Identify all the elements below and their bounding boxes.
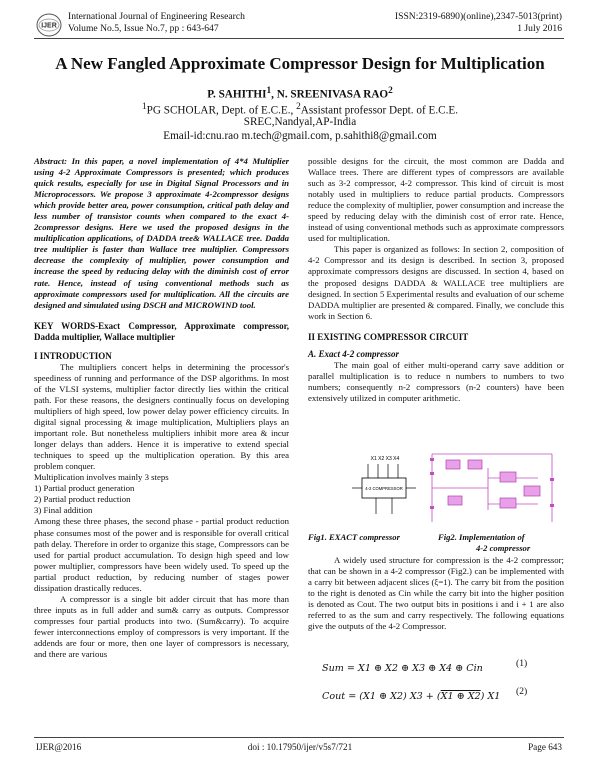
step-1: 1) Partial product generation bbox=[34, 483, 135, 494]
figure-1-compressor bbox=[350, 452, 420, 524]
author-2-sup: 2 bbox=[388, 86, 393, 96]
author-1: P. SAHITHI bbox=[207, 88, 267, 101]
fig2-caption-line-1: Fig2. Implementation of bbox=[438, 532, 525, 542]
intro-paragraph-3: A compressor is a single bit adder circuit that has more than three inputs as in full adder and sum& carry as outputs. Compressor compresses four partial products into two. (Sum&carry). To acquire fewer interconnections employ of compressors is very important. If the addends are four or more, then one layer of compressors is necessary, and there are various bbox=[34, 593, 289, 660]
abstract bbox=[34, 156, 289, 311]
right-column bbox=[308, 156, 564, 404]
authors bbox=[40, 86, 560, 101]
journal-name: International Journal of Engineering Research bbox=[68, 11, 245, 22]
equation-2-number: (2) bbox=[516, 686, 528, 697]
equation-1-expr: Sum = X1 ⊕ X2 ⊕ X3 ⊕ X4 ⊕ Cin bbox=[322, 663, 483, 674]
equation-2-expr-b: X1 ⊕ X2 bbox=[440, 691, 481, 702]
affiliation-text-2: Assistant professor Dept. of E.C.E. bbox=[300, 104, 459, 117]
publication-date: 1 July 2016 bbox=[517, 22, 562, 34]
footer-doi: doi : 10.17950/ijer/v5s7/721 bbox=[247, 742, 353, 752]
journal-header bbox=[68, 11, 245, 34]
fig2-caption-line-2: 4-2 compressor bbox=[476, 543, 531, 553]
header-divider bbox=[34, 38, 564, 39]
paper-title: A New Fangled Approximate Compressor Design for Multiplication bbox=[55, 54, 545, 73]
affiliation-text-1: PG SCHOLAR, Dept. of E.C.E., bbox=[146, 104, 297, 117]
footer-divider bbox=[34, 737, 564, 738]
steps-label: Multiplication involves mainly 3 steps bbox=[34, 472, 169, 483]
subsection-a-heading: A. Exact 4-2 compressor bbox=[308, 348, 399, 359]
fig1-box-label: 4-2 COMPRESSOR bbox=[365, 486, 403, 491]
abstract-label: Abstract: bbox=[34, 156, 68, 166]
journal-logo bbox=[36, 12, 62, 38]
email-line: Email-id:cnu.rao m.tech@gmail.com, p.sahithi8@gmail.com bbox=[163, 130, 437, 142]
affiliation-line-2: SREC,Nandyal,AP-India bbox=[243, 116, 357, 128]
author-2: N. SREENIVASA RAO bbox=[276, 88, 389, 101]
author-separator: , bbox=[271, 88, 277, 101]
right-paragraph-1: possible designs for the circuit, the most common are Dadda and Wallace trees. There are different types of compressors are available such as 3-2 compressor, 4-2 compressor. This kind of circuit is most notably used in multipliers to reduce partial products. Compressors reduce the complexity of multiplier, power consumption and increase the speed by reducing delay with the diminish cost of error rate. Hence, instead of using conventional methods such as approximate compressors used for multiplication. bbox=[308, 156, 564, 244]
issn-header bbox=[390, 11, 562, 34]
fig1-inputs-label: X1 X2 X3 X4 bbox=[370, 456, 400, 462]
left-column bbox=[34, 156, 289, 660]
right-paragraph-2: This paper is organized as follows: In section 2, composition of 4-2 Compressor and its design is described. In section 3, proposed approximate compressors designs are discussed. In section 4, based on the proposed designs DADDA & WALLACE tree multipliers are designed. In section 5 Experimental results and evaluation of our scheme DADDA multiplier are presented & compared. Finally, we conclude this work in Section 6. bbox=[308, 244, 564, 321]
equation-1 bbox=[322, 658, 562, 676]
intro-paragraph-1: The multipliers concert helps in determining the processor's speediness of running and performance of the DSP algorithms. In most of the VLSI systems, multiplier factor directly lies within the critical path. For these reasons, the designers continually focus on developing multipliers of high speed, low power delay power efficiency circuits. In digital signal processing & image multiplication, Multipliers plays an important role. But nonetheless multipliers inhibit more area & incur longer delays than adders. Hence it is imperative to extend special techniques to speed up the multiplication operation. By this area problem conquer. bbox=[34, 361, 289, 472]
author-1-sup: 1 bbox=[266, 86, 272, 96]
step-2: 2) Partial product reduction bbox=[34, 494, 131, 505]
footer-page: Page 643 bbox=[528, 742, 562, 752]
step-3: 3) Final addition bbox=[34, 505, 93, 516]
affiliation-sup-1: 1 bbox=[141, 102, 147, 112]
keywords: KEY WORDS-Exact Compressor, Approximate compressor, Dadda multiplier, Wallace multiplier bbox=[34, 320, 289, 342]
abstract-text: In this paper, a novel implementation of 4*4 Multiplier using 4-2 Approximate Compressors is presented; which produces quick results, especially for use in Digital Signal Processors and in Microprocessors. We propose 3 approximate 4-2compressor designs which provide better area, power consumption, critical path delay and less number of transistor counts when compared to the exact 4-2compressor designs. Here we used the proposed designs in the multiplication applications, of DADDA tree& WALLACE tree. Dadda tree multiplier is faster than Wallace tree multiplier. Compressors decrease the complexity of multiplier, power consumption and increase the speed by reducing delay with the diminish cost of error rate. Hence, instead of using conventional methods such as approximate compressors used for multiplication. All the circuits are designed and simulated using DSCH and MICROWIND tool. bbox=[34, 156, 289, 310]
affiliation-sup-2: 2 bbox=[296, 102, 301, 112]
footer-left: IJER@2016 bbox=[36, 742, 82, 752]
section-2-heading: II EXISTING COMPRESSOR CIRCUIT bbox=[308, 331, 469, 342]
figure-2-implementation bbox=[428, 448, 556, 528]
equation-2-expr-c: ) X1 bbox=[480, 691, 501, 702]
right-paragraph-4: A widely used structure for compression is the 4-2 compressor; that can be shown in a 4-2 compressor (Fig2.) can be implemented with a carry bit between adjacent slices (ξ=1). The carry bit from the position to the right is denoted as Cin while the carry bit into the higher position is denoted as Cout. The two output bits in positions i and i + 1 are also referred to as the sum and carry respectively. The following equations give the outputs of the 4-2 Compressor. bbox=[308, 555, 564, 632]
issn: ISSN:2319-6890)(online),2347-5013(print) bbox=[394, 11, 562, 22]
right-paragraph-3: The main goal of either multi-operand carry save addition or parallel multiplication is to reduce n numbers to numbers to two numbers; consequently n-2 compressors (n-2 counters) have been extensively utilized in computer arithmetic. bbox=[308, 359, 564, 403]
intro-heading: I INTRODUCTION bbox=[34, 350, 112, 361]
figure-1-caption: Fig1. EXACT compressor bbox=[308, 532, 400, 542]
logo-text: IJER bbox=[41, 22, 57, 30]
journal-volume: Volume No.5, Issue No.7, pp : 643-647 bbox=[68, 22, 219, 34]
equation-2-expr-a: Cout = (X1 ⊕ X2) X3 + ( bbox=[322, 691, 441, 702]
equation-2 bbox=[322, 686, 562, 704]
equation-1-number: (1) bbox=[516, 658, 528, 669]
intro-paragraph-2: Among these three phases, the second phase - partial product reduction phase consumes most of the power and is responsible for overall critical path delay. Therefore in order to organize this stage, Compressors can be used for partial product accumulation. To design high speed and low power multiplier, compressors have been widely used. To speed up the partial product reduction, by reducing number of stages power dissipation drastically reduces. bbox=[34, 516, 289, 593]
right-column-lower bbox=[308, 555, 564, 632]
figure-2-caption bbox=[438, 532, 568, 554]
